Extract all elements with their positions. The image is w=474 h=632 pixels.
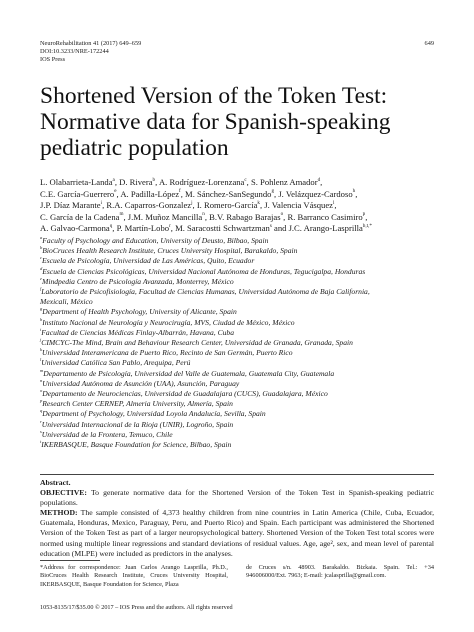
affiliation-line: $^d$Escuela de Ciencias Psicológicas, Universidad Nacional Autónoma de Honduras, Tegucigalpa, Honduras (40, 265, 366, 276)
page-number: 649 (424, 40, 434, 47)
superscript-marker: l (332, 199, 335, 206)
superscript-marker: o (280, 211, 284, 218)
superscript-marker: b (40, 245, 43, 251)
superscript-marker: p (362, 211, 366, 218)
author-line: C.E. García-Guerrero$^e$, A. Padilla-López$^f$, M. Sánchez-SanSegundo$^g$, J. Velázquez-Cardoso$^h$, (40, 188, 358, 199)
superscript-marker: c (40, 255, 43, 261)
affiliation-line: $^q$Department of Psychology, Universidad Loyola Andalucía, Sevilla, Spain (40, 408, 266, 419)
affiliation-list (40, 236, 440, 450)
objective-text: To generate normative data for the Shortened Version of the Token Test in Spanish-speaking pediatric populations. (40, 488, 434, 508)
superscript-marker: k (257, 199, 260, 206)
affiliation-line: $^a$Faculty of Psychology and Education, University of Deusto, Bilbao, Spain (40, 235, 269, 245)
superscript-marker: b (152, 176, 156, 183)
affiliation-line: Mexicali, México (40, 297, 93, 307)
superscript-marker: i (100, 199, 103, 206)
superscript-marker: s (40, 428, 42, 434)
affiliation-line: $^n$Universidad Autónoma de Asunción (UAA), Asunción, Paraguay (40, 377, 240, 388)
superscript-marker: p (40, 398, 43, 404)
superscript-marker: d (317, 176, 321, 183)
superscript-marker: a (112, 176, 115, 183)
affiliation-line: $^s$Universidad de la Frontera, Temuco, Chile (40, 428, 173, 439)
superscript-marker: l (40, 357, 42, 363)
title-line: Normative data for Spanish-speaking (40, 109, 391, 135)
affiliation-line: $^g$Department of Health Psychology, University of Alicante, Spain (40, 306, 237, 317)
superscript-marker: q (40, 408, 43, 414)
superscript-marker: h (40, 316, 43, 322)
affiliation-line: $^c$Escuela de Psicología, Universidad de Las Américas, Quito, Ecuador (40, 255, 255, 266)
abstract-heading: Abstract. (40, 478, 71, 487)
abstract (40, 478, 434, 559)
affiliation-line: $^e$Mindpedia Centro de Psicología Avanzada, Monterrey, México (40, 275, 234, 286)
superscript-marker: r (40, 418, 42, 424)
affiliation-line: $^t$IKERBASQUE, Basque Foundation for Science, Bilbao, Spain (40, 439, 232, 450)
affiliation-line: $^r$Universidad Internacional de la Rioja (UNIR), Logroño, Spain (40, 418, 234, 429)
author-line: J.P. Díaz Marante$^i$, R.A. Caparros-Gonzalez$^j$, I. Romero-García$^k$, J. Valencia Vásquez$^l$, (40, 199, 337, 211)
superscript-marker: t (40, 439, 42, 445)
affiliation-line: $^j$CIMCYC-The Mind, Brain and Behaviour Research Center, Universidad de Granada, Granada, Spain (40, 337, 353, 348)
superscript-marker: d (40, 265, 43, 271)
superscript-marker: m (40, 367, 44, 373)
footnote-divider (40, 560, 100, 561)
copyright-line: 1053-8135/17/$35.00 © 2017 – IOS Press and the authors. All rights reserved (40, 604, 233, 611)
author-line: C. García de la Cadena$^m$, J.M. Muñoz Mancilla$^n$, B.V. Rabago Barajas$^o$, R. Barranco Casimiro$^p$, (40, 211, 368, 222)
footnote-right: de Cruces s/n. 48903. Barakaldo. Bizkaia. Spain. Tel.: +34 946006000/Ext. 7963; E-mail: jcalasprilla@gmail.com. (246, 564, 434, 580)
superscript-marker: j (191, 199, 193, 206)
superscript-marker: r (169, 223, 171, 229)
journal-line: NeuroRehabilitation 41 (2017) 649–659 (40, 40, 142, 47)
superscript-marker: a (40, 235, 43, 241)
superscript-marker: g (271, 188, 275, 195)
superscript-marker: n (40, 377, 43, 383)
author-list (40, 177, 440, 235)
superscript-marker: e (40, 275, 43, 281)
affiliation-line: $^m$Departamento de Psicología, Universidad del Valle de Guatemala, Guatemala City, Guatemala (40, 367, 335, 378)
affiliation-line: $^k$Universidad Interamericana de Puerto Rico, Recinto de San Germán, Puerto Rico (40, 347, 293, 358)
superscript-marker: q (109, 223, 113, 229)
superscript-marker: i (40, 326, 42, 332)
paper-title (40, 83, 390, 161)
title-line: pediatric population (40, 135, 229, 161)
method-text: The sample consisted of 4,373 healthy children from nine countries in Latin America (Chile, Cuba, Ecuador, Guatemala, Honduras, Mexico, Paraguay, Peru, and Puerto Rico) and Spain. Each participant was administered the Shortened Version of the Token Test as part of a larger neuropsychological battery. Shortened Version of the Token Test total scores were normed using multiple linear regressions and standard deviations of residual values. Age, age², sex, and mean level of parental education (MLPE) were included as predictors in the analyses. (40, 508, 434, 558)
method-label: METHOD: (40, 508, 78, 518)
superscript-marker: n (202, 211, 205, 218)
superscript-marker: e (114, 188, 117, 195)
superscript-marker: f (179, 188, 181, 195)
superscript-marker: f (40, 286, 42, 292)
superscript-marker: g (40, 306, 43, 312)
divider (40, 474, 434, 475)
affiliation-line: $^o$Departamento de Neurociencias, Universidad de Guadalajara (CUCS), Guadalajara, México (40, 388, 328, 399)
superscript-marker: o (40, 388, 43, 394)
superscript-marker: s (269, 223, 272, 229)
affiliation-line: $^h$Instituto Nacional de Neurología y Neurocirugía, MVS, Ciudad de México, México (40, 316, 295, 327)
superscript-marker: k (40, 347, 43, 353)
affiliation-line: $^f$Laboratorio de Psicofisiología, Facultad de Ciencias Humanas, Universidad Autónoma de Baja California, (40, 286, 370, 297)
journal-header (40, 40, 141, 64)
title-line: Shortened Version of the Token Test: (40, 83, 388, 109)
superscript-marker: b,t,* (362, 223, 372, 229)
superscript-marker: j (40, 337, 42, 343)
affiliation-line: $^p$Research Center CERNEP, Almeria University, Almería, Spain (40, 398, 233, 409)
publisher-line: IOS Press (40, 56, 66, 63)
affiliation-line: $^l$Universidad Católica San Pablo, Arequipa, Perú (40, 357, 191, 368)
author-line: L. Olabarrieta-Landa$^a$, D. Rivera$^b$, A. Rodríguez-Lorenzana$^c$, S. Pohlenz Amador$^d$, (40, 176, 323, 187)
superscript-marker: h (352, 188, 356, 195)
superscript-marker: m (119, 211, 124, 218)
affiliation-line: $^i$Facultad de Ciencias Médicas Finlay-Albarrán, Havana, Cuba (40, 326, 235, 337)
affiliation-line: $^b$BioCruces Health Research Institute, Cruces University Hospital, Barakaldo, Spain (40, 245, 298, 256)
superscript-marker: c (244, 176, 247, 183)
author-line: A. Galvao-Carmona$^q$, P. Martín-Lobo$^r$, M. Saracostti Schwartzman$^s$ and J.C. Arango-Lasprilla$^{b,t,*}$ (40, 223, 372, 234)
doi-line: DOI:10.3233/NRE-172244 (40, 48, 109, 55)
footnote-left: *Address for correspondence: Juan Carlos Arango Lasprilla, Ph.D., BioCruces Health Research Institute, Cruces University Hospital, IKERBASQUE, Basque Foundation for Science, Plaza (40, 564, 228, 588)
objective-label: OBJECTIVE: (40, 488, 87, 498)
